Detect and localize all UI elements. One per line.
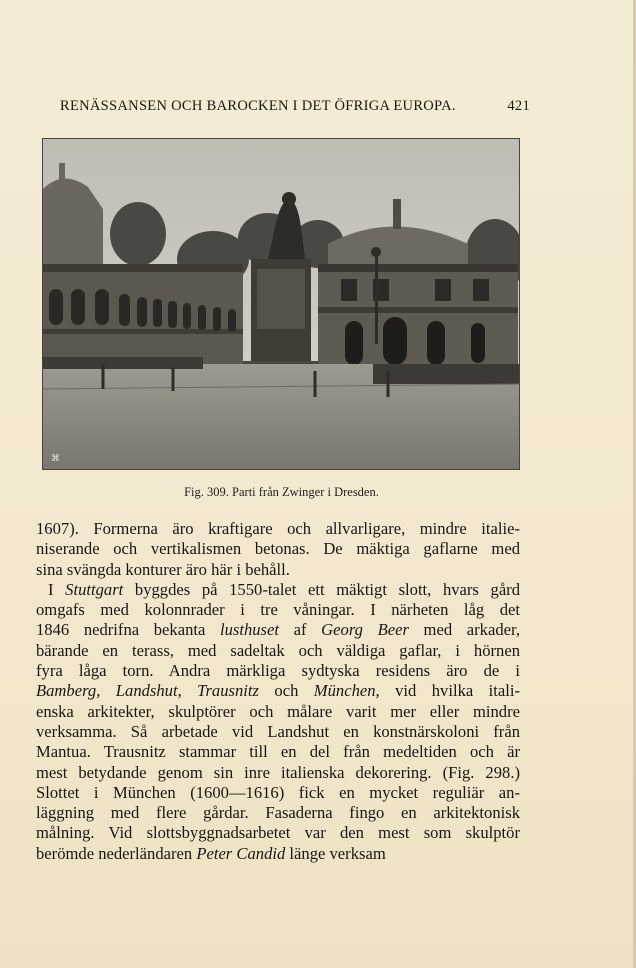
text-line [36, 763, 520, 783]
text-line [36, 641, 520, 661]
text-line [36, 681, 520, 701]
text-span: Slottet i München (1600—1616) fick en mycket reguliär an- [36, 782, 520, 802]
text-line [36, 560, 520, 580]
text-span: och [258, 681, 314, 701]
text-span: enska arkitekter, skulptörer och målare varit mer eller mindre [36, 701, 520, 721]
text-span: läggning med flere gårdar. Fasaderna fingo en arkitektonisk [36, 803, 520, 823]
text-span: I [48, 579, 66, 599]
italic-text: lusthuset [219, 620, 279, 640]
text-line [36, 661, 520, 681]
text-span: berömde nederländaren [36, 843, 197, 863]
zwinger-illustration [43, 139, 519, 469]
text-span: vid hvilka itali- [379, 681, 520, 701]
text-span: sina svängda konturer äro här i behåll. [36, 559, 290, 579]
photo-mark: ⌘ [51, 454, 60, 464]
text-span: bärande en terass, med sadeltak och väldiga gaflar, i hörnen [36, 640, 520, 660]
text-span: byggdes på 1550-talet ett mäktigt slott, hvars gård [123, 579, 521, 599]
text-line [36, 519, 520, 539]
text-span: med arkader, [408, 620, 520, 640]
text-line [36, 823, 520, 843]
text-line [36, 844, 520, 864]
text-line [36, 600, 520, 620]
text-line [36, 803, 520, 823]
text-line [36, 620, 520, 640]
body-text [36, 519, 520, 864]
text-line [36, 580, 520, 600]
text-span: fyra låga torn. Andra märkliga sydtyska residens äro de i [36, 661, 520, 681]
running-head [60, 98, 530, 122]
page-number: 421 [507, 98, 530, 114]
text-span: omgafs med kolonnrader i tre våningar. I närheten låg det [36, 600, 520, 620]
text-span: af [279, 620, 322, 640]
text-span: 1846 nedrifna bekanta [36, 620, 220, 640]
text-line [36, 783, 520, 803]
zwinger-photograph [42, 138, 520, 470]
text-line [36, 742, 520, 762]
italic-text: München, [313, 681, 380, 701]
italic-text: Bamberg, Landshut, Trausnitz [36, 681, 259, 701]
lamp-post [375, 254, 378, 344]
figure-caption: Fig. 309. Parti från Zwinger i Dresden. [184, 485, 379, 499]
italic-text: Georg Beer [321, 620, 409, 640]
text-line [36, 702, 520, 722]
text-line [36, 539, 520, 559]
text-line [36, 722, 520, 742]
text-span: niserande och vertikalismen betonas. De mäktiga gaflarne med [36, 539, 520, 559]
text-span: Mantua. Trausnitz stammar till en del från medeltiden och är [36, 742, 520, 762]
text-span: mest betydande genom sin inre italienska dekorering. (Fig. 298.) [36, 762, 520, 782]
text-span: länge verksam [285, 843, 386, 863]
italic-text: Stuttgart [65, 579, 124, 599]
text-span: verksamma. Så arbetade vid Landshut en konstnärskoloni från [36, 721, 520, 741]
text-span: målning. Vid slottsbyggnadsarbetet var den mest som skulptör [36, 823, 520, 843]
running-title: RENÄSSANSEN OCH BAROCKEN I DET ÖFRIGA EUROPA. [60, 98, 456, 114]
italic-text: Peter Candid [196, 843, 286, 863]
text-span: 1607). Formerna äro kraftigare och allvarligare, mindre italie- [36, 519, 520, 538]
